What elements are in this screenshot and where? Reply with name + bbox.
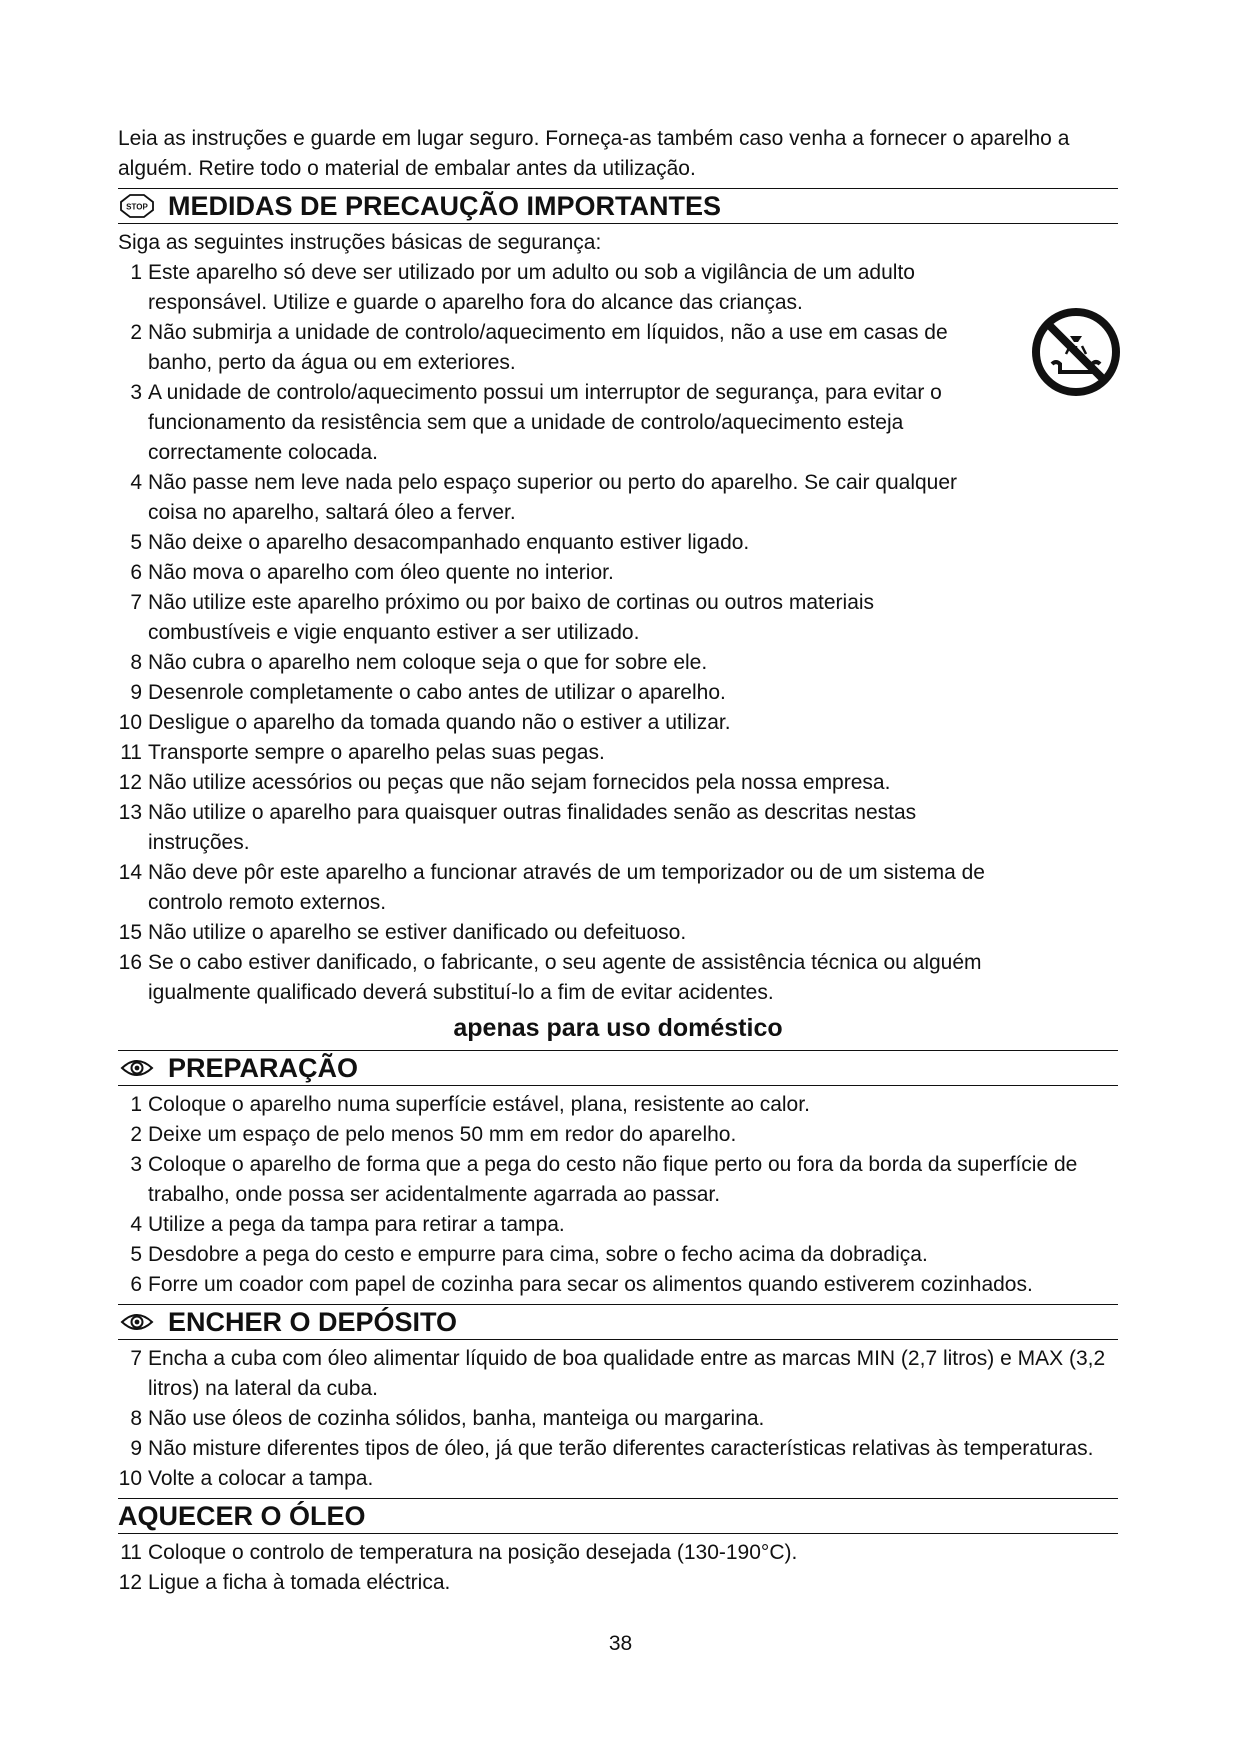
item-text: Não utilize este aparelho próximo ou por baixo de cortinas ou outros materiais combustíveis e vigie enquanto estiver a ser utilizado. [148, 591, 875, 644]
item-number: 4 [130, 1213, 142, 1236]
list-item [118, 1434, 1118, 1464]
list-item [118, 798, 998, 858]
item-text: Deixe um espaço de pelo menos 50 mm em redor do aparelho. [148, 1123, 737, 1146]
list-item [118, 858, 998, 918]
item-number: 6 [130, 1273, 142, 1296]
section-title: AQUECER O ÓLEO [118, 1501, 366, 1531]
page-number: 38 [608, 1632, 633, 1655]
item-text: Não submirja a unidade de controlo/aquecimento em líquidos, não a use em casas de banho, perto da água ou em exteriores. [148, 321, 948, 374]
item-number: 12 [118, 1571, 142, 1594]
list-item [118, 1464, 1118, 1494]
item-number: 8 [130, 651, 142, 674]
section-title: ENCHER O DEPÓSITO [168, 1307, 458, 1337]
item-text: Transporte sempre o aparelho pelas suas pegas. [148, 741, 605, 764]
item-number: 1 [130, 261, 142, 284]
item-text: Coloque o aparelho de forma que a pega do cesto não fique perto ou fora da borda da superfície de trabalho, onde possa ser acidentalmente agarrada ao passar. [148, 1153, 1078, 1206]
item-text: Utilize a pega da tampa para retirar a tampa. [148, 1213, 565, 1236]
list-item [118, 948, 998, 1008]
item-number: 3 [130, 1153, 142, 1176]
list-item [118, 468, 998, 528]
list-item [118, 1538, 1118, 1568]
item-text: Coloque o controlo de temperatura na posição desejada (130-190°C). [148, 1541, 798, 1564]
list-item [118, 708, 998, 738]
item-number: 8 [130, 1407, 142, 1430]
item-text: Não utilize o aparelho para quaisquer outras finalidades senão as descritas nestas instruções. [148, 801, 917, 854]
item-text: Não mova o aparelho com óleo quente no interior. [148, 561, 614, 584]
item-text: Este aparelho só deve ser utilizado por um adulto ou sob a vigilância de um adulto responsável. Utilize e guarde o aparelho fora do alcance das crianças. [148, 261, 915, 314]
list-item [118, 558, 998, 588]
list-item [118, 1150, 1118, 1210]
item-text: Se o cabo estiver danificado, o fabricante, o seu agente de assistência técnica ou alguém igualmente qualificado deverá substituí-lo a fim de evitar acidentes. [148, 951, 982, 1004]
section-heading-preparation [118, 1050, 1118, 1086]
item-text: Não cubra o aparelho nem coloque seja o que for sobre ele. [148, 651, 708, 674]
item-number: 12 [118, 771, 142, 794]
item-text: Não utilize o aparelho se estiver danificado ou defeituoso. [148, 921, 687, 944]
item-number: 9 [130, 1437, 142, 1460]
item-text: Encha a cuba com óleo alimentar líquido de boa qualidade entre as marcas MIN (2,7 litros) e MAX (3,2 litros) na lateral da cuba. [148, 1347, 1106, 1400]
section-title: MEDIDAS DE PRECAUÇÃO IMPORTANTES [168, 191, 722, 221]
item-number: 13 [118, 801, 142, 824]
item-number: 1 [130, 1093, 142, 1116]
item-text: Ligue a ficha à tomada eléctrica. [148, 1571, 451, 1594]
item-text: Não deixe o aparelho desacompanhado enquanto estiver ligado. [148, 531, 750, 554]
item-number: 7 [130, 1347, 142, 1370]
item-number: 6 [130, 561, 142, 584]
heat-list [118, 1538, 1118, 1598]
item-number: 10 [118, 711, 142, 734]
item-text: Não passe nem leve nada pelo espaço superior ou perto do aparelho. Se cair qualquer coisa no aparelho, saltará óleo a ferver. [148, 471, 958, 524]
item-number: 10 [118, 1467, 142, 1490]
no-water-sign-icon [1030, 306, 1122, 398]
item-text: Forre um coador com papel de cozinha para secar os alimentos quando estiverem cozinhados. [148, 1273, 1033, 1296]
domestic-use-note: apenas para uso doméstico [453, 1014, 783, 1042]
item-number: 11 [120, 741, 142, 764]
item-text: A unidade de controlo/aquecimento possui um interruptor de segurança, para evitar o funcionamento da resistência sem que a unidade de controlo/aquecimento esteja correctamente colocada. [148, 381, 942, 464]
item-number: 16 [118, 951, 142, 974]
item-number: 15 [118, 921, 142, 944]
section-subtitle: Siga as seguintes instruções básicas de segurança: [118, 231, 602, 254]
stop-icon [120, 194, 154, 218]
list-item [118, 918, 998, 948]
item-text: Não misture diferentes tipos de óleo, já que terão diferentes características relativas às temperaturas. [148, 1437, 1094, 1460]
item-number: 9 [130, 681, 142, 704]
section-heading-heat [118, 1498, 1118, 1534]
list-item [118, 588, 998, 648]
list-item [118, 648, 998, 678]
item-number: 5 [130, 531, 142, 554]
item-text: Desdobre a pega do cesto e empurre para cima, sobre o fecho acima da dobradiça. [148, 1243, 928, 1266]
list-item [118, 768, 998, 798]
item-number: 14 [118, 861, 142, 884]
preparation-list [118, 1090, 1118, 1300]
fill-list [118, 1344, 1118, 1494]
section-heading-fill [118, 1304, 1118, 1340]
precautions-list [118, 258, 998, 1008]
list-item [118, 1270, 1118, 1300]
list-item [118, 1240, 1118, 1270]
item-number: 3 [130, 381, 142, 404]
item-text: Coloque o aparelho numa superfície estável, plana, resistente ao calor. [148, 1093, 810, 1116]
item-number: 11 [120, 1541, 142, 1564]
intro-paragraph: Leia as instruções e guarde em lugar seguro. Forneça-as também caso venha a fornecer o aparelho a alguém. Retire todo o material de embalar antes da utilização. [118, 127, 1070, 180]
item-text: Não deve pôr este aparelho a funcionar através de um temporizador ou de um sistema de controlo remoto externos. [148, 861, 985, 914]
item-text: Desligue o aparelho da tomada quando não o estiver a utilizar. [148, 711, 731, 734]
item-text: Volte a colocar a tampa. [148, 1467, 374, 1490]
eye-icon [120, 1310, 154, 1334]
list-item [118, 1344, 1118, 1404]
item-number: 7 [130, 591, 142, 614]
list-item [118, 1404, 1118, 1434]
list-item [118, 738, 998, 768]
list-item [118, 1120, 1118, 1150]
list-item [118, 678, 998, 708]
item-number: 2 [130, 321, 142, 344]
list-item [118, 1210, 1118, 1240]
list-item [118, 318, 998, 378]
item-number: 5 [130, 1243, 142, 1266]
list-item [118, 1090, 1118, 1120]
item-number: 4 [130, 471, 142, 494]
list-item [118, 528, 998, 558]
stop-icon-text: STOP [126, 202, 148, 212]
list-item [118, 378, 998, 468]
item-text: Não utilize acessórios ou peças que não sejam fornecidos pela nossa empresa. [148, 771, 891, 794]
list-item [118, 258, 998, 318]
list-item [118, 1568, 1118, 1598]
eye-icon [120, 1056, 154, 1080]
item-text: Não use óleos de cozinha sólidos, banha, manteiga ou margarina. [148, 1407, 765, 1430]
section-heading-precautions [118, 188, 1118, 224]
section-title: PREPARAÇÃO [168, 1053, 359, 1083]
document-page [118, 124, 1118, 1598]
item-number: 2 [130, 1123, 142, 1146]
item-text: Desenrole completamente o cabo antes de utilizar o aparelho. [148, 681, 726, 704]
